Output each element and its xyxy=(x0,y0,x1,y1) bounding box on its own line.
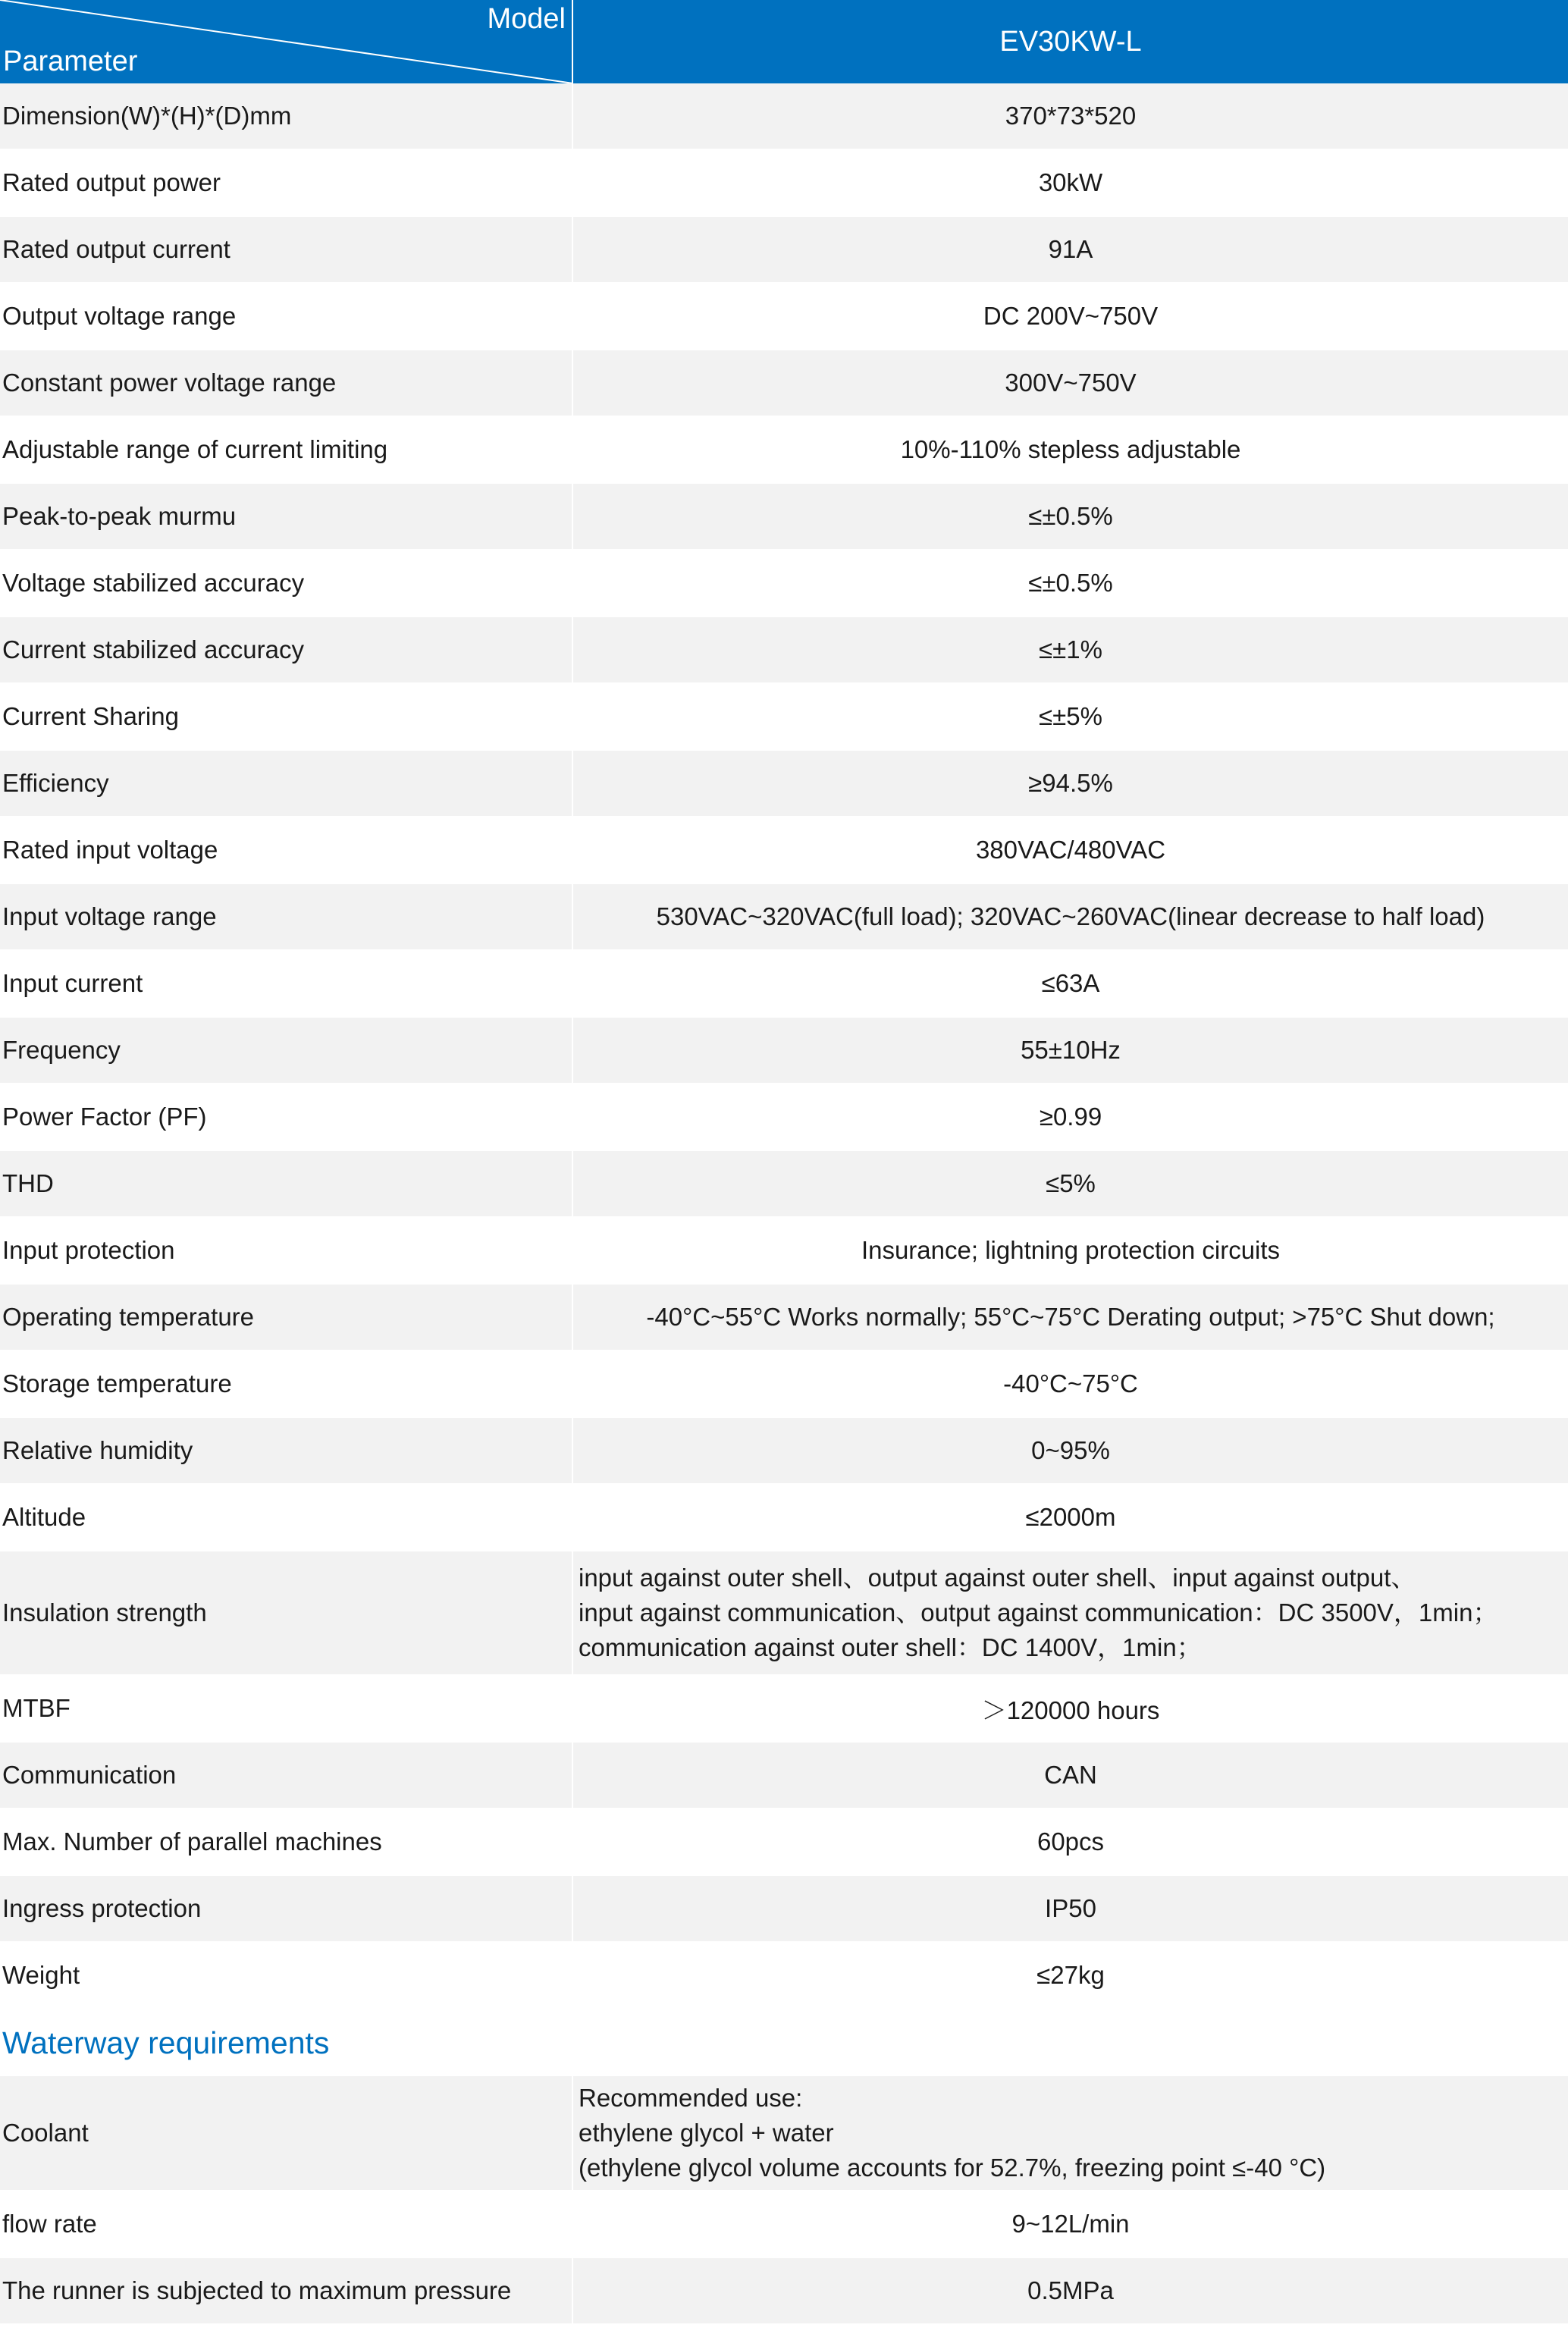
row-value: 10%-110% stepless adjustable xyxy=(900,435,1241,463)
row-value: IP50 xyxy=(1045,1894,1096,1922)
row-value: 91A xyxy=(1048,235,1093,263)
table-row xyxy=(0,1876,1568,1943)
header-diagonal-cell xyxy=(0,0,573,83)
row-value: ≤5% xyxy=(1046,1169,1096,1197)
table-row xyxy=(0,1551,1568,1676)
table-row xyxy=(0,284,1568,350)
row-label: Coolant xyxy=(0,2076,573,2190)
table-row xyxy=(0,1018,1568,1084)
row-value: ≥94.5% xyxy=(1028,769,1113,797)
row-label: Altitude xyxy=(0,1485,573,1550)
row-label: Output voltage range xyxy=(0,284,573,349)
table-row xyxy=(0,1084,1568,1151)
header-model-value: EV30KW-L xyxy=(573,0,1568,83)
table-row xyxy=(0,884,1568,951)
row-value: ≤2000m xyxy=(1025,1503,1116,1531)
row-label: Storage temperature xyxy=(0,1351,573,1416)
waterway-table-body xyxy=(0,2076,1568,2325)
row-value xyxy=(573,2076,1568,2190)
row-value: 0~95% xyxy=(1031,1436,1110,1464)
row-label: Power Factor (PF) xyxy=(0,1084,573,1150)
table-row xyxy=(0,1743,1568,1809)
table-row xyxy=(0,1351,1568,1418)
row-value-line: input against communication、output against communication：DC 3500V，1min； xyxy=(579,1598,1498,1627)
row-label: Frequency xyxy=(0,1018,573,1083)
row-value: -40°C~75°C xyxy=(1003,1369,1138,1398)
row-value: ≤±1% xyxy=(1039,635,1102,663)
row-label: Ingress protection xyxy=(0,1876,573,1941)
row-value: 30kW xyxy=(1038,168,1103,196)
row-value-line: input against outer shell、output against outer shell、input against output、 xyxy=(579,1564,1416,1592)
row-value: 55±10Hz xyxy=(1021,1036,1121,1064)
table-row xyxy=(0,1485,1568,1551)
table-row xyxy=(0,1285,1568,1351)
row-value: Insurance; lightning protection circuits xyxy=(861,1236,1281,1264)
row-label: MTBF xyxy=(0,1676,573,1741)
row-value: DC 200V~750V xyxy=(983,302,1159,330)
row-label: Relative humidity xyxy=(0,1418,573,1483)
row-value: ≥0.99 xyxy=(1039,1103,1102,1131)
table-row xyxy=(0,1418,1568,1485)
table-row xyxy=(0,1218,1568,1285)
row-label: Input voltage range xyxy=(0,884,573,949)
table-row xyxy=(0,617,1568,684)
table-row xyxy=(0,1943,1568,2009)
row-label: Rated output power xyxy=(0,150,573,215)
spec-table-body xyxy=(0,83,1568,2009)
row-value: ≤±0.5% xyxy=(1028,569,1113,597)
row-label: Efficiency xyxy=(0,751,573,816)
row-label: Rated input voltage xyxy=(0,817,573,883)
table-row xyxy=(0,2191,1568,2258)
table-row xyxy=(0,1676,1568,1743)
row-label: Max. Number of parallel machines xyxy=(0,1809,573,1874)
row-value xyxy=(573,1551,1568,1674)
row-label: Weight xyxy=(0,1943,573,2008)
row-label: Operating temperature xyxy=(0,1285,573,1350)
table-row xyxy=(0,751,1568,817)
row-label: Adjustable range of current limiting xyxy=(0,417,573,482)
table-row xyxy=(0,150,1568,217)
table-row xyxy=(0,684,1568,751)
section-title-waterway: Waterway requirements xyxy=(0,2009,1568,2076)
row-value: ＞120000 hours xyxy=(981,1696,1160,1724)
row-value: 0.5MPa xyxy=(1027,2276,1114,2304)
row-value-line: Recommended use: xyxy=(579,2084,803,2112)
row-label: flow rate xyxy=(0,2191,573,2257)
table-row xyxy=(0,2258,1568,2325)
header-model-label: Model xyxy=(487,3,566,35)
row-label: Current Sharing xyxy=(0,684,573,749)
row-value-line: (ethylene glycol volume accounts for 52.7%, freezing point ≤-40 °C) xyxy=(579,2154,1326,2182)
row-value: 370*73*520 xyxy=(1005,102,1137,130)
row-value-line: ethylene glycol + water xyxy=(579,2119,834,2147)
table-row xyxy=(0,83,1568,150)
row-value: ≤±5% xyxy=(1039,702,1102,730)
row-label: The runner is subjected to maximum pressure xyxy=(0,2258,573,2323)
row-label: Dimension(W)*(H)*(D)mm xyxy=(0,83,573,149)
table-row xyxy=(0,551,1568,617)
row-value: 9~12L/min xyxy=(1011,2210,1130,2238)
row-value: ≤63A xyxy=(1041,969,1100,997)
row-value-line: communication against outer shell：DC 1400V，1min； xyxy=(579,1633,1202,1661)
row-value: 380VAC/480VAC xyxy=(975,836,1166,864)
table-row xyxy=(0,350,1568,417)
table-row xyxy=(0,217,1568,284)
table-row xyxy=(0,1809,1568,1876)
table-header xyxy=(0,0,1568,83)
row-label: Rated output current xyxy=(0,217,573,282)
row-label: Voltage stabilized accuracy xyxy=(0,551,573,616)
row-label: Communication xyxy=(0,1743,573,1808)
row-value: 300V~750V xyxy=(1005,369,1137,397)
row-label: Input current xyxy=(0,951,573,1016)
row-label: Input protection xyxy=(0,1218,573,1283)
row-value: ≤±0.5% xyxy=(1028,502,1113,530)
table-row xyxy=(0,817,1568,884)
row-label: Peak-to-peak murmu xyxy=(0,484,573,549)
row-value: CAN xyxy=(1044,1761,1097,1789)
row-label: THD xyxy=(0,1151,573,1216)
table-row xyxy=(0,1151,1568,1218)
row-value: 530VAC~320VAC(full load); 320VAC~260VAC(linear decrease to half load) xyxy=(656,902,1485,930)
table-row xyxy=(0,484,1568,551)
row-value: ≤27kg xyxy=(1036,1961,1105,1989)
row-label: Current stabilized accuracy xyxy=(0,617,573,682)
row-value: -40°C~55°C Works normally; 55°C~75°C Derating output; >75°C Shut down; xyxy=(646,1303,1495,1331)
row-value: 60pcs xyxy=(1036,1827,1105,1856)
table-row xyxy=(0,2076,1568,2191)
row-label: Constant power voltage range xyxy=(0,350,573,416)
table-row xyxy=(0,951,1568,1018)
header-parameter-label: Parameter xyxy=(3,45,138,77)
table-row xyxy=(0,417,1568,484)
row-label: Insulation strength xyxy=(0,1551,573,1674)
